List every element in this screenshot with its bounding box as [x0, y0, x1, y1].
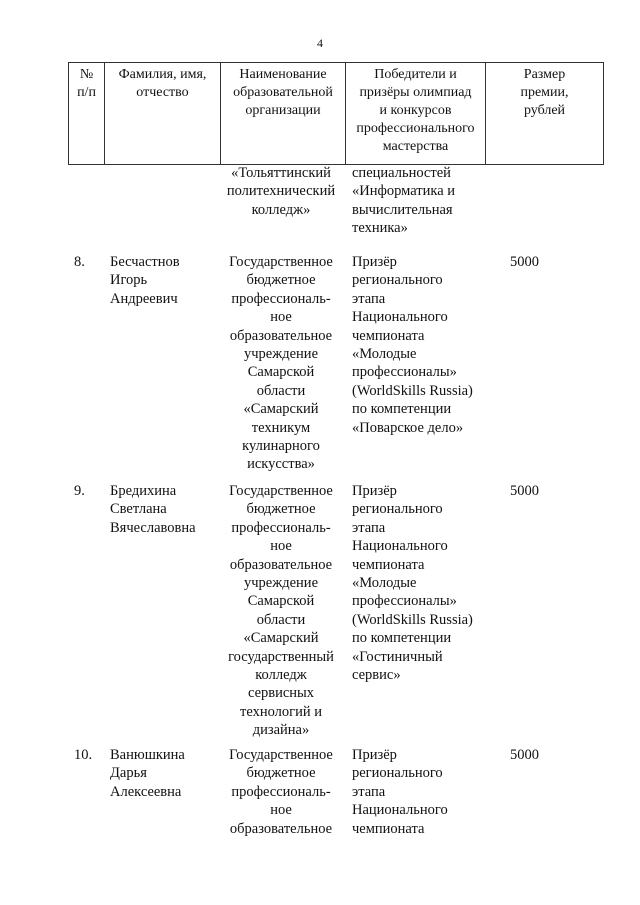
text-line: чемпионата: [352, 556, 425, 573]
text-line: п/п: [77, 85, 96, 100]
text-line: Наименование: [239, 67, 327, 82]
header-col-org: [221, 63, 346, 164]
text-line: техникум: [251, 419, 311, 436]
text-line: дизайна»: [252, 722, 310, 739]
text-line: учреждение: [243, 575, 318, 592]
row-10-num: 10.: [74, 747, 93, 763]
text-line: этапа: [352, 519, 386, 536]
text-line: Светлана: [110, 501, 167, 518]
text-line: ное: [270, 802, 292, 819]
text-line: Дарья: [110, 765, 147, 782]
header-col-winners: [346, 63, 486, 164]
text-line: Бредихина: [110, 483, 177, 499]
row-8-prize: 5000: [510, 254, 539, 270]
row-8-name: [110, 253, 180, 308]
text-line: Призёр: [352, 254, 397, 270]
row-8-num: 8.: [74, 254, 85, 270]
row-9-org: [226, 482, 336, 740]
text-line: Призёр: [352, 747, 397, 763]
text-line: чемпионата: [352, 820, 425, 837]
header-col-name: [105, 63, 221, 164]
text-line: образовательное: [229, 820, 333, 837]
text-line: ное: [270, 538, 292, 555]
text-line: профессиональ-: [231, 290, 331, 307]
text-line: организации: [245, 103, 321, 118]
text-line: по компетенции: [352, 401, 452, 418]
text-line: Вячеславовна: [110, 519, 196, 536]
continuation-org: [226, 164, 336, 219]
text-line: колледж»: [251, 201, 311, 218]
text-line: «Молодые: [352, 575, 417, 592]
text-line: отчество: [136, 85, 189, 100]
text-line: государственный: [228, 648, 334, 665]
row-10-name: [110, 746, 185, 801]
text-line: Алексеевна: [110, 783, 182, 800]
text-line: (WorldSkills Russia): [352, 611, 473, 628]
text-line: Самарской: [247, 593, 315, 610]
text-line: образовательное: [229, 556, 333, 573]
text-line: «Молодые: [352, 346, 417, 363]
row-10-winners: [352, 746, 448, 838]
text-line: образовательное: [229, 327, 333, 344]
text-line: профессионального: [356, 121, 475, 136]
text-line: Призёр: [352, 483, 397, 499]
text-line: бюджетное: [246, 765, 316, 782]
text-line: Государственное: [229, 747, 333, 763]
text-line: этапа: [352, 783, 386, 800]
text-line: регионального: [352, 501, 443, 518]
text-line: чемпионата: [352, 327, 425, 344]
text-line: «Самарский: [243, 401, 319, 418]
text-line: кулинарного: [242, 438, 320, 455]
text-line: политехнический: [226, 183, 336, 200]
text-line: и конкурсов: [379, 103, 452, 118]
continuation-winners: [352, 164, 455, 238]
text-line: Бесчастнов: [110, 254, 180, 270]
text-line: Государственное: [229, 483, 333, 499]
text-line: техника»: [352, 220, 408, 237]
text-line: Национального: [352, 802, 448, 819]
text-line: премии,: [520, 85, 569, 100]
row-9-name: [110, 482, 196, 537]
text-line: области: [256, 611, 306, 628]
header-col-num: [69, 63, 105, 164]
text-line: регионального: [352, 272, 443, 289]
text-line: «Самарский: [243, 630, 319, 647]
text-line: Размер: [523, 67, 566, 82]
row-8-winners: [352, 253, 473, 437]
text-line: сервисных: [247, 685, 315, 702]
text-line: (WorldSkills Russia): [352, 382, 473, 399]
text-line: регионального: [352, 765, 443, 782]
text-line: №: [79, 67, 94, 82]
row-9-prize: 5000: [510, 483, 539, 499]
text-line: мастерства: [382, 139, 449, 154]
text-line: Национального: [352, 538, 448, 555]
text-line: профессиональ-: [231, 519, 331, 536]
text-line: бюджетное: [246, 272, 316, 289]
text-line: колледж: [255, 667, 307, 684]
row-8-org: [226, 253, 336, 474]
row-10-org: [226, 746, 336, 838]
text-line: вычислительная: [352, 201, 453, 218]
page-number: 4: [317, 36, 323, 50]
text-line: образовательной: [233, 85, 333, 100]
table-header: [68, 62, 604, 165]
text-line: Национального: [352, 309, 448, 326]
text-line: бюджетное: [246, 501, 316, 518]
row-9-winners: [352, 482, 473, 684]
text-line: профессиональ-: [231, 783, 331, 800]
text-line: «Поварское дело»: [352, 419, 464, 436]
text-line: профессионалы»: [352, 593, 457, 610]
row-10-prize: 5000: [510, 747, 539, 763]
text-line: «Информатика и: [352, 183, 456, 200]
text-line: этапа: [352, 290, 386, 307]
text-line: рублей: [523, 103, 566, 118]
text-line: искусства»: [247, 456, 315, 473]
text-line: технологий и: [240, 703, 322, 720]
text-line: ное: [270, 309, 292, 326]
text-line: Государственное: [229, 254, 333, 270]
text-line: призёры олимпиад: [359, 85, 472, 100]
text-line: Игорь: [110, 272, 148, 289]
text-line: Фамилия, имя,: [118, 67, 207, 82]
text-line: «Гостиничный: [352, 648, 443, 665]
text-line: области: [256, 382, 306, 399]
row-9-num: 9.: [74, 483, 85, 499]
text-line: Победители и: [374, 67, 457, 82]
text-line: по компетенции: [352, 630, 452, 647]
header-col-prize: [486, 63, 603, 164]
text-line: профессионалы»: [352, 364, 457, 381]
text-line: специальностей: [352, 165, 451, 181]
text-line: Андреевич: [110, 290, 178, 307]
text-line: учреждение: [243, 346, 318, 363]
text-line: сервис»: [352, 667, 401, 684]
text-line: «Тольяттинский: [231, 165, 331, 181]
text-line: Самарской: [247, 364, 315, 381]
text-line: Ванюшкина: [110, 747, 185, 763]
